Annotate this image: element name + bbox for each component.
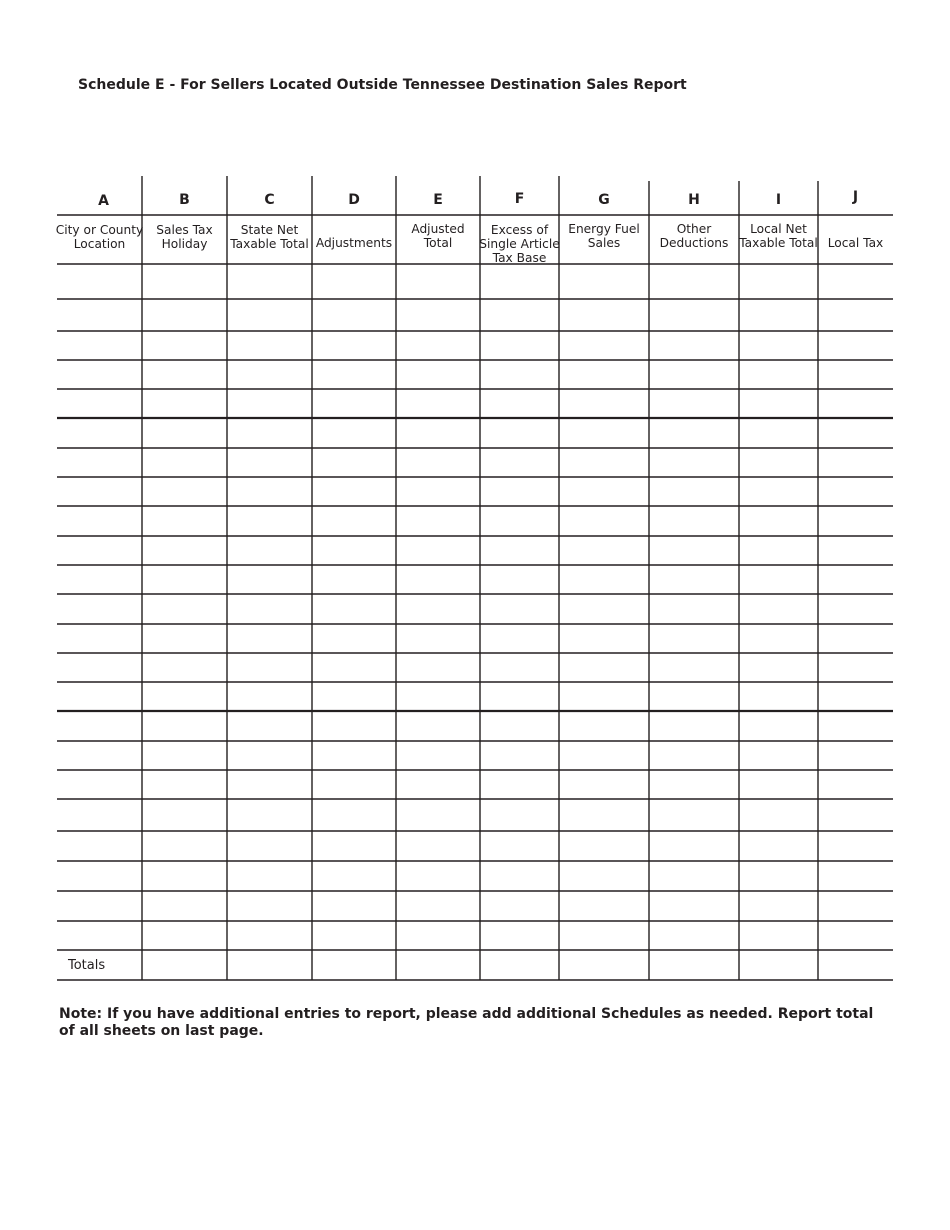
entry-cell[interactable]	[819, 390, 892, 417]
entry-cell[interactable]	[819, 832, 892, 860]
entry-cell[interactable]	[819, 892, 892, 920]
entry-cell[interactable]	[650, 537, 738, 564]
entry-cell[interactable]	[143, 507, 226, 535]
entry-cell[interactable]	[740, 832, 817, 860]
entry-cell[interactable]	[560, 862, 648, 890]
entry-cell[interactable]	[58, 265, 141, 298]
column-header-g: Energy Fuel Sales	[568, 222, 640, 250]
entry-cell[interactable]	[650, 478, 738, 505]
entry-cell[interactable]	[58, 300, 141, 330]
entry-cell[interactable]	[819, 862, 892, 890]
entry-cell[interactable]	[313, 742, 395, 769]
entry-cell[interactable]	[560, 922, 648, 949]
entry-cell[interactable]	[740, 361, 817, 388]
entry-cell[interactable]	[313, 712, 395, 740]
entry-cell[interactable]	[481, 332, 558, 359]
entry-cell[interactable]	[481, 478, 558, 505]
entry-cell[interactable]	[481, 566, 558, 593]
entry-cell[interactable]	[143, 265, 226, 298]
entry-cell[interactable]	[650, 654, 738, 681]
column-header-a: City or County Location	[55, 223, 144, 251]
entry-cell[interactable]	[740, 922, 817, 949]
entry-cell[interactable]	[397, 449, 479, 476]
entry-cell[interactable]	[740, 419, 817, 447]
entry-cell[interactable]	[740, 771, 817, 798]
column-header-h: Other Deductions	[659, 222, 729, 250]
entry-cell[interactable]	[143, 800, 226, 830]
entry-cell[interactable]	[228, 265, 311, 298]
entry-cell[interactable]	[313, 537, 395, 564]
entry-cell[interactable]	[481, 300, 558, 330]
entry-cell[interactable]	[650, 595, 738, 623]
entry-cell[interactable]	[740, 892, 817, 920]
column-letter-g: G	[598, 192, 610, 208]
entry-cell[interactable]	[143, 566, 226, 593]
entry-cell[interactable]	[143, 478, 226, 505]
entry-cell[interactable]	[819, 922, 892, 949]
entry-cell[interactable]	[313, 265, 395, 298]
entry-cell[interactable]	[560, 449, 648, 476]
entry-cell[interactable]	[819, 566, 892, 593]
column-header-e: Adjusted Total	[411, 222, 465, 250]
entry-cell[interactable]	[560, 654, 648, 681]
entry-cell[interactable]	[650, 922, 738, 949]
entry-cell[interactable]	[650, 892, 738, 920]
entry-cell[interactable]	[481, 361, 558, 388]
entry-cell[interactable]	[143, 537, 226, 564]
entry-cell[interactable]	[228, 862, 311, 890]
column-header-i: Local Net Taxable Total	[739, 222, 818, 250]
column-letter-f: F	[514, 191, 525, 207]
entry-cell[interactable]	[313, 862, 395, 890]
entry-cell[interactable]	[740, 742, 817, 769]
entry-cell[interactable]	[740, 595, 817, 623]
entry-cell[interactable]	[397, 832, 479, 860]
entry-cell[interactable]	[228, 742, 311, 769]
column-letter-h: H	[688, 192, 700, 208]
entry-cell[interactable]	[143, 832, 226, 860]
entry-cell[interactable]	[228, 300, 311, 330]
entry-cell[interactable]	[143, 419, 226, 447]
entry-cell[interactable]	[58, 390, 141, 417]
entry-cell[interactable]	[481, 537, 558, 564]
entry-cell[interactable]	[58, 892, 141, 920]
entry-cell[interactable]	[397, 300, 479, 330]
entry-cell[interactable]	[313, 507, 395, 535]
entry-cell[interactable]	[58, 800, 141, 830]
entry-cell[interactable]	[819, 771, 892, 798]
entry-cell[interactable]	[58, 361, 141, 388]
entry-cell[interactable]	[313, 654, 395, 681]
entry-cell[interactable]	[58, 419, 141, 447]
entry-cell[interactable]	[481, 654, 558, 681]
entry-cell[interactable]	[397, 654, 479, 681]
entry-cell[interactable]	[819, 265, 892, 298]
entry-cell[interactable]	[397, 507, 479, 535]
entry-cell[interactable]	[397, 332, 479, 359]
entry-cell[interactable]	[560, 595, 648, 623]
entry-cell[interactable]	[397, 800, 479, 830]
totals-cell[interactable]	[650, 951, 738, 979]
entry-cell[interactable]	[228, 654, 311, 681]
entry-cell[interactable]	[228, 449, 311, 476]
totals-label: Totals	[68, 958, 106, 973]
entry-cell[interactable]	[58, 595, 141, 623]
entry-cell[interactable]	[560, 390, 648, 417]
entry-cell[interactable]	[313, 683, 395, 710]
entry-cell[interactable]	[228, 419, 311, 447]
entry-cell[interactable]	[397, 892, 479, 920]
entry-cell[interactable]	[560, 419, 648, 447]
column-letter-j: J	[852, 189, 859, 205]
entry-cell[interactable]	[313, 625, 395, 652]
entry-cell[interactable]	[313, 419, 395, 447]
entry-cell[interactable]	[481, 595, 558, 623]
entry-cell[interactable]	[650, 300, 738, 330]
entry-cell[interactable]	[228, 566, 311, 593]
entry-cell[interactable]	[58, 862, 141, 890]
entry-cell[interactable]	[143, 742, 226, 769]
entry-cell[interactable]	[228, 507, 311, 535]
entry-cell[interactable]	[560, 537, 648, 564]
entry-cell[interactable]	[560, 300, 648, 330]
entry-cell[interactable]	[397, 712, 479, 740]
entry-cell[interactable]	[228, 892, 311, 920]
entry-cell[interactable]	[58, 683, 141, 710]
column-letter-a: A	[98, 193, 109, 209]
entry-cell[interactable]	[58, 449, 141, 476]
entry-cell[interactable]	[819, 361, 892, 388]
entry-cell[interactable]	[313, 595, 395, 623]
column-header-b: Sales Tax Holiday	[156, 223, 213, 251]
entry-cell[interactable]	[740, 654, 817, 681]
entry-cell[interactable]	[740, 478, 817, 505]
entry-cell[interactable]	[397, 922, 479, 949]
entry-cell[interactable]	[397, 771, 479, 798]
totals-cell[interactable]	[481, 951, 558, 979]
entry-cell[interactable]	[560, 800, 648, 830]
entry-cell[interactable]	[650, 507, 738, 535]
entry-cell[interactable]	[313, 922, 395, 949]
entry-cell[interactable]	[228, 922, 311, 949]
entry-cell[interactable]	[228, 683, 311, 710]
entry-cell[interactable]	[228, 390, 311, 417]
entry-cell[interactable]	[560, 832, 648, 860]
form-title: Schedule E - For Sellers Located Outside Tennessee Destination Sales Report	[78, 77, 687, 93]
entry-cell[interactable]	[58, 566, 141, 593]
entry-cell[interactable]	[650, 832, 738, 860]
entry-cell[interactable]	[397, 595, 479, 623]
entry-cell[interactable]	[397, 862, 479, 890]
entry-cell[interactable]	[58, 742, 141, 769]
entry-cell[interactable]	[560, 771, 648, 798]
entry-cell[interactable]	[228, 537, 311, 564]
entry-cell[interactable]	[143, 683, 226, 710]
totals-cell[interactable]	[313, 951, 395, 979]
entry-cell[interactable]	[228, 361, 311, 388]
entry-cell[interactable]	[650, 449, 738, 476]
entry-cell[interactable]	[313, 478, 395, 505]
entry-cell[interactable]	[650, 332, 738, 359]
entry-cell[interactable]	[58, 537, 141, 564]
entry-cell[interactable]	[819, 537, 892, 564]
entry-cell[interactable]	[397, 683, 479, 710]
entry-cell[interactable]	[397, 478, 479, 505]
entry-cell[interactable]	[481, 892, 558, 920]
entry-cell[interactable]	[560, 683, 648, 710]
entry-cell[interactable]	[481, 712, 558, 740]
entry-cell[interactable]	[481, 507, 558, 535]
entry-cell[interactable]	[740, 862, 817, 890]
entry-cell[interactable]	[313, 892, 395, 920]
entry-cell[interactable]	[560, 892, 648, 920]
entry-cell[interactable]	[397, 566, 479, 593]
entry-cell[interactable]	[740, 683, 817, 710]
entry-cell[interactable]	[740, 507, 817, 535]
entry-cell[interactable]	[313, 361, 395, 388]
entry-cell[interactable]	[397, 537, 479, 564]
column-letter-b: B	[179, 192, 190, 208]
column-header-d: Adjustments	[315, 236, 393, 250]
entry-cell[interactable]	[740, 332, 817, 359]
entry-cell[interactable]	[228, 595, 311, 623]
entry-cell[interactable]	[143, 771, 226, 798]
entry-cell[interactable]	[58, 332, 141, 359]
entry-cell[interactable]	[819, 332, 892, 359]
entry-cell[interactable]	[397, 625, 479, 652]
entry-cell[interactable]	[228, 712, 311, 740]
entry-cell[interactable]	[650, 683, 738, 710]
entry-cell[interactable]	[650, 625, 738, 652]
entry-cell[interactable]	[481, 625, 558, 652]
entry-cell[interactable]	[740, 300, 817, 330]
entry-cell[interactable]	[819, 595, 892, 623]
entry-cell[interactable]	[650, 390, 738, 417]
entry-cell[interactable]	[58, 654, 141, 681]
entry-cell[interactable]	[650, 771, 738, 798]
totals-cell[interactable]	[397, 951, 479, 979]
entry-cell[interactable]	[143, 300, 226, 330]
entry-cell[interactable]	[481, 862, 558, 890]
entry-cell[interactable]	[143, 361, 226, 388]
entry-cell[interactable]	[650, 800, 738, 830]
entry-cell[interactable]	[819, 742, 892, 769]
entry-cell[interactable]	[650, 566, 738, 593]
entry-cell[interactable]	[228, 800, 311, 830]
entry-cell[interactable]	[819, 419, 892, 447]
entry-cell[interactable]	[143, 332, 226, 359]
column-header-j: Local Tax	[827, 236, 884, 250]
entry-cell[interactable]	[313, 566, 395, 593]
entry-cell[interactable]	[313, 800, 395, 830]
entry-cell[interactable]	[313, 390, 395, 417]
entry-cell[interactable]	[819, 507, 892, 535]
totals-cell[interactable]	[740, 951, 817, 979]
entry-cell[interactable]	[740, 566, 817, 593]
entry-cell[interactable]	[650, 742, 738, 769]
entry-cell[interactable]	[313, 449, 395, 476]
column-letter-c: C	[264, 192, 275, 208]
note-text: Note: If you have additional entries to report, please add additional Schedules as needed. Report total of all sheets on last page.	[59, 1006, 874, 1039]
entry-cell[interactable]	[313, 332, 395, 359]
entry-cell[interactable]	[819, 449, 892, 476]
entry-cell[interactable]	[58, 478, 141, 505]
entry-cell[interactable]	[143, 922, 226, 949]
entry-cell[interactable]	[58, 771, 141, 798]
entry-cell[interactable]	[481, 683, 558, 710]
entry-cell[interactable]	[819, 625, 892, 652]
entry-cell[interactable]	[228, 771, 311, 798]
entry-cell[interactable]	[819, 654, 892, 681]
entry-cell[interactable]	[819, 300, 892, 330]
column-letter-d: D	[348, 192, 360, 208]
entry-cell[interactable]	[397, 390, 479, 417]
totals-cell[interactable]	[560, 951, 648, 979]
entry-cell[interactable]	[560, 332, 648, 359]
entry-cell[interactable]	[481, 449, 558, 476]
entry-cell[interactable]	[143, 712, 226, 740]
entry-cell[interactable]	[228, 332, 311, 359]
entry-cell[interactable]	[740, 625, 817, 652]
entry-cell[interactable]	[58, 922, 141, 949]
entry-cell[interactable]	[313, 771, 395, 798]
entry-cell[interactable]	[228, 832, 311, 860]
entry-cell[interactable]	[819, 800, 892, 830]
entry-cell[interactable]	[481, 265, 558, 298]
column-header-c: State Net Taxable Total	[230, 223, 309, 251]
entry-cell[interactable]	[740, 390, 817, 417]
entry-cell[interactable]	[313, 832, 395, 860]
entry-cell[interactable]	[560, 478, 648, 505]
entry-cell[interactable]	[481, 419, 558, 447]
entry-cell[interactable]	[58, 625, 141, 652]
entry-cell[interactable]	[650, 712, 738, 740]
entry-cell[interactable]	[481, 922, 558, 949]
entry-cell[interactable]	[560, 742, 648, 769]
entry-cell[interactable]	[481, 832, 558, 860]
entry-cell[interactable]	[650, 862, 738, 890]
totals-cell[interactable]	[819, 951, 892, 979]
entry-cell[interactable]	[560, 361, 648, 388]
column-letter-e: E	[433, 192, 443, 208]
entry-cell[interactable]	[560, 625, 648, 652]
entry-cell[interactable]	[650, 419, 738, 447]
entry-cell[interactable]	[560, 265, 648, 298]
entry-cell[interactable]	[397, 361, 479, 388]
column-header-f: Excess of Single Article Tax Base	[479, 223, 560, 265]
entry-cell[interactable]	[740, 712, 817, 740]
entry-cell[interactable]	[58, 832, 141, 860]
entry-cell[interactable]	[143, 625, 226, 652]
entry-cell[interactable]	[143, 449, 226, 476]
entry-cell[interactable]	[740, 449, 817, 476]
entry-cell[interactable]	[143, 862, 226, 890]
entry-cell[interactable]	[481, 390, 558, 417]
entry-cell[interactable]	[740, 800, 817, 830]
entry-cell[interactable]	[740, 537, 817, 564]
entry-cell[interactable]	[228, 625, 311, 652]
entry-cell[interactable]	[650, 361, 738, 388]
entry-cell[interactable]	[819, 683, 892, 710]
column-letter-i: I	[775, 192, 782, 208]
entry-cell[interactable]	[143, 595, 226, 623]
entry-cell[interactable]	[481, 800, 558, 830]
entry-cell[interactable]	[143, 892, 226, 920]
entry-cell[interactable]	[560, 507, 648, 535]
entry-cell[interactable]	[819, 712, 892, 740]
entry-cell[interactable]	[143, 390, 226, 417]
entry-cell[interactable]	[313, 300, 395, 330]
entry-cell[interactable]	[819, 478, 892, 505]
entry-cell[interactable]	[740, 265, 817, 298]
entry-cell[interactable]	[650, 265, 738, 298]
totals-cell[interactable]	[228, 951, 311, 979]
entry-cell[interactable]	[560, 712, 648, 740]
entry-cell[interactable]	[58, 507, 141, 535]
totals-cell[interactable]	[143, 951, 226, 979]
entry-cell[interactable]	[481, 742, 558, 769]
entry-cell[interactable]	[228, 478, 311, 505]
entry-cell[interactable]	[397, 419, 479, 447]
entry-cell[interactable]	[481, 771, 558, 798]
entry-cell[interactable]	[560, 566, 648, 593]
entry-cell[interactable]	[58, 712, 141, 740]
entry-cell[interactable]	[143, 654, 226, 681]
entry-cell[interactable]	[397, 265, 479, 298]
entry-cell[interactable]	[397, 742, 479, 769]
